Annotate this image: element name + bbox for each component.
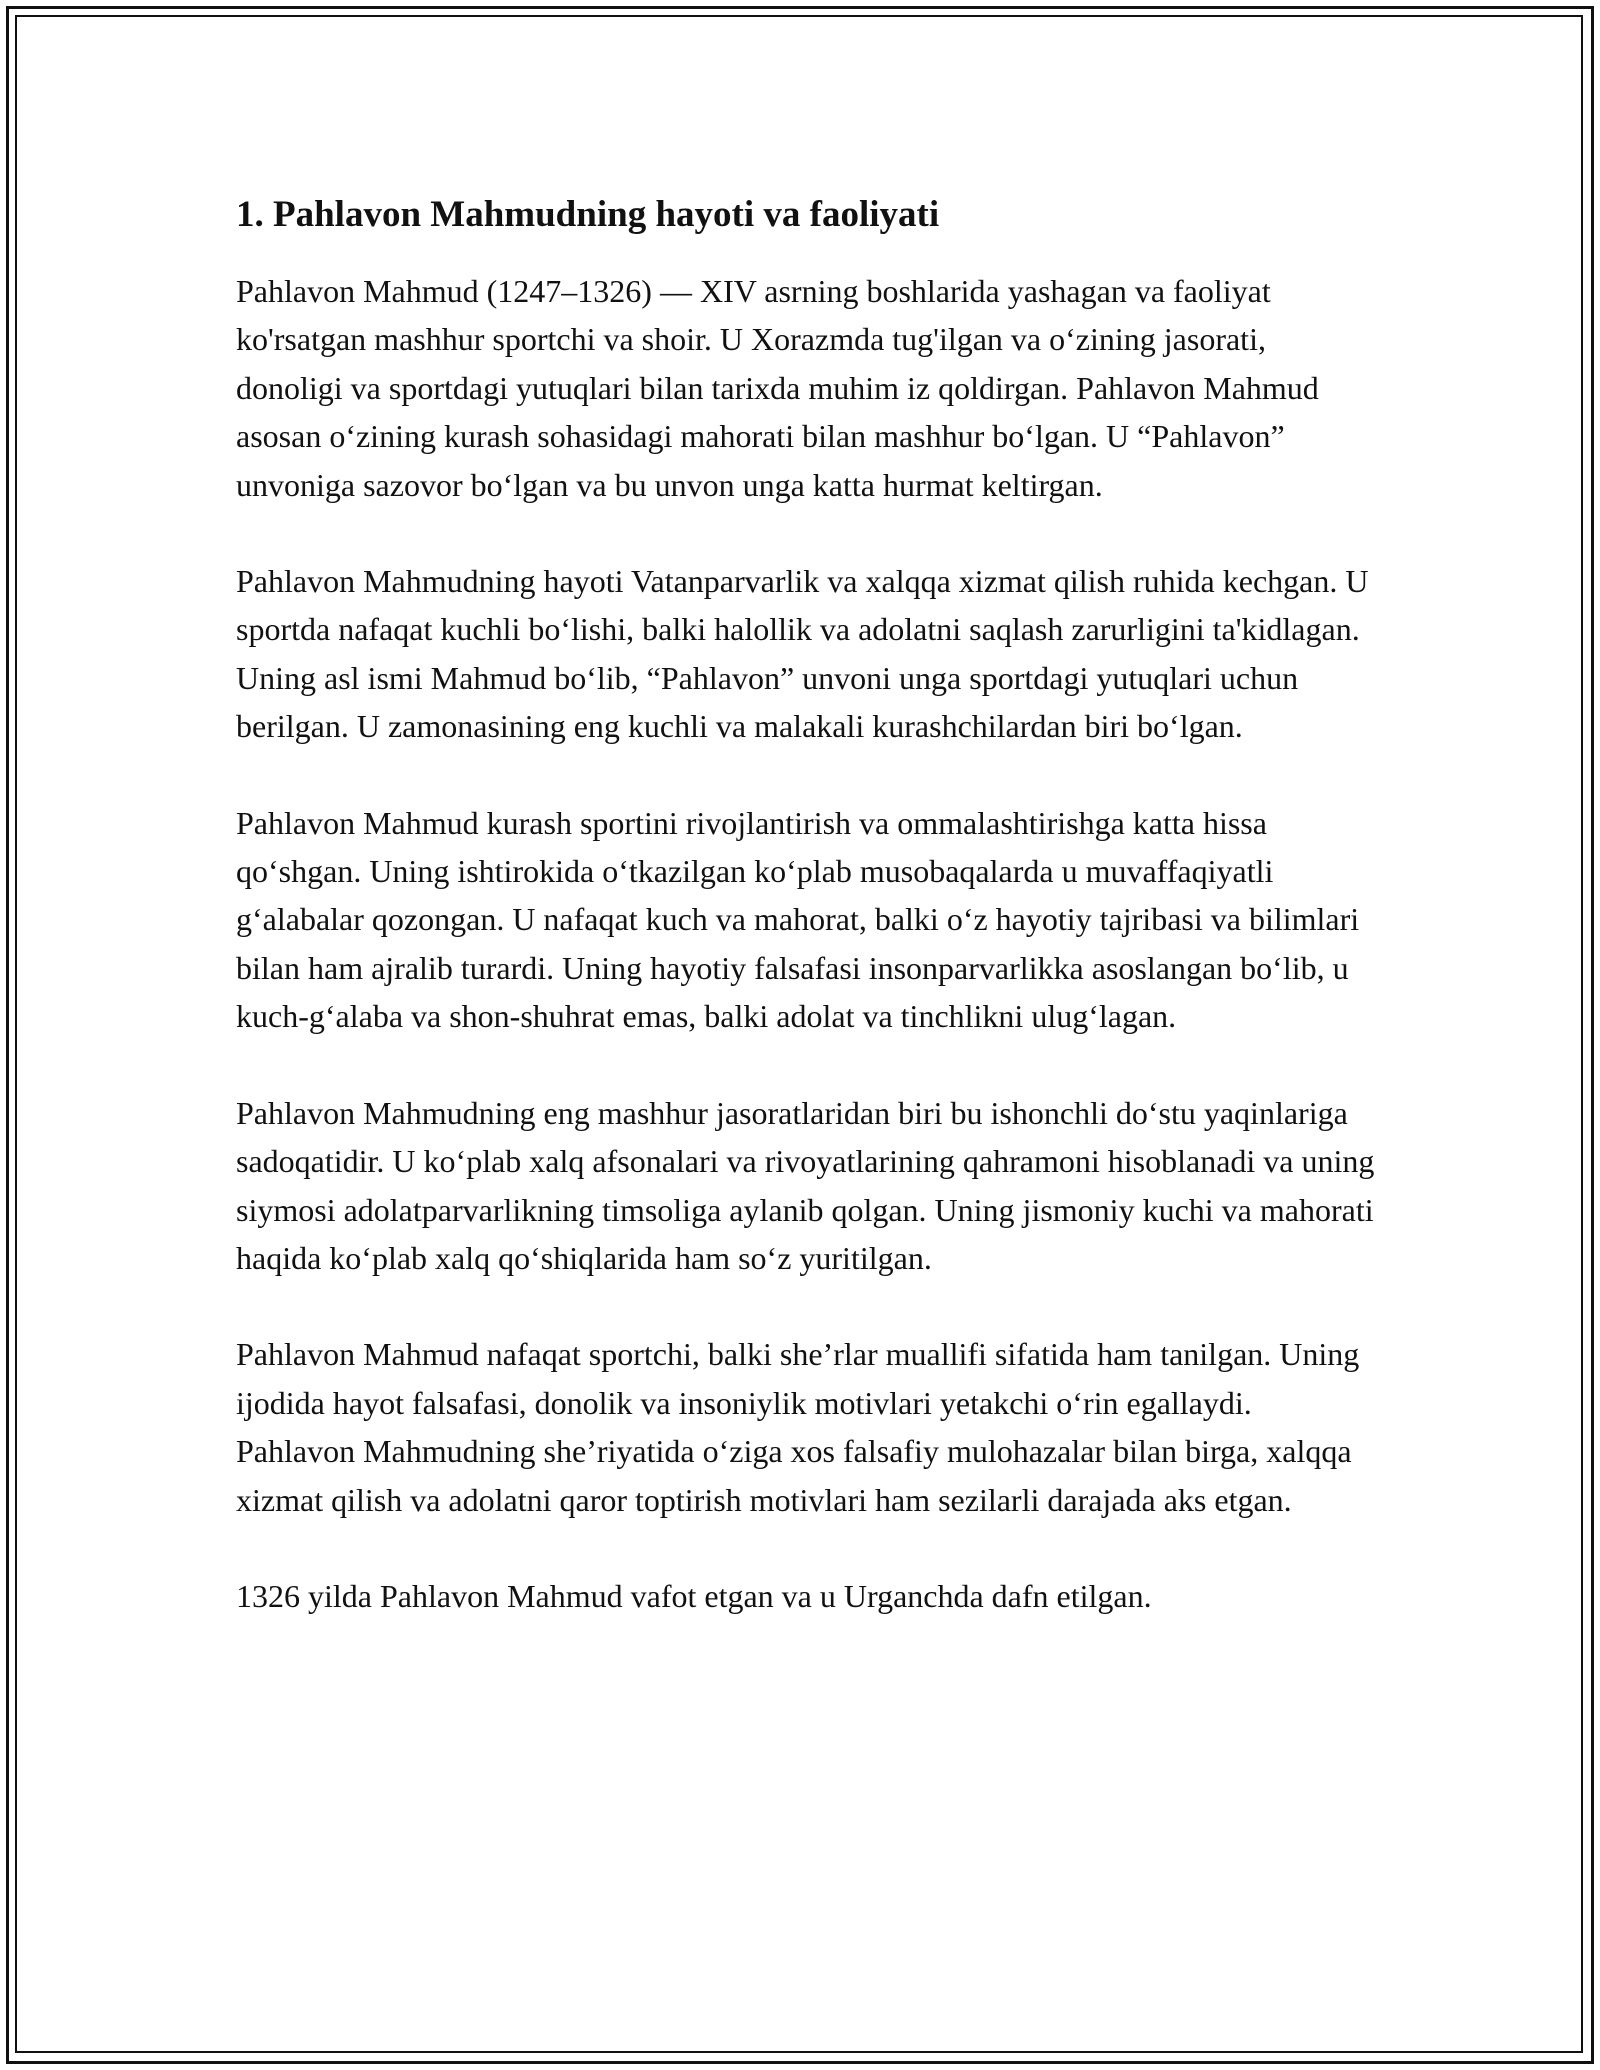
paragraph-6: 1326 yilda Pahlavon Mahmud vafot etgan va u Urganchda dafn etilgan. bbox=[236, 1577, 1152, 1614]
paragraph-4: Pahlavon Mahmudning eng mashhur jasoratlaridan biri bu ishonchli doʻstu yaqinlariga sadoqatidir. U koʻplab xalq afsonalari va rivoyatlarining qahramoni hisoblanadi va uning siymosi adolatparvarlikning timsoliga aylanib qolgan. Uning jismoniy kuchi va mahorati haqida koʻplab xalq qoʻshiqlarida ham soʻz yuritilgan. bbox=[236, 1094, 1375, 1276]
paragraph-3: Pahlavon Mahmud kurash sportini rivojlantirish va ommalashtirishga katta hissa qoʻshgan. Uning ishtirokida oʻtkazilgan koʻplab musobaqalarda u muvaffaqiyatli gʻalabalar qozongan. U nafaqat kuch va mahorat, balki oʻz hayotiy tajribasi va bilimlari bilan ham ajralib turardi. Uning hayotiy falsafasi insonparvarlikka asoslangan boʻlib, u kuch-gʻalaba va shon-shuhrat emas, balki adolat va tinchlikni ulugʻlagan. bbox=[236, 804, 1360, 1035]
paragraph-5: Pahlavon Mahmud nafaqat sportchi, balki she’rlar muallifi sifatida ham tanilgan. Uning ijodida hayot falsafasi, donolik va insoniylik motivlari yetakchi oʻrin egallaydi. Pahlavon Mahmudning she’riyatida oʻziga xos falsafiy mulohazalar bilan birga, xalqqa xizmat qilish va adolatni qaror toptirish motivlari ham sezilarli darajada aks etgan. bbox=[236, 1336, 1360, 1518]
paragraph-2: Pahlavon Mahmudning hayoti Vatanparvarlik va xalqqa xizmat qilish ruhida kechgan. U sportda nafaqat kuchli boʻlishi, balki halollik va adolatni saqlash zarurligini ta'kidlagan. Uning asl ismi Mahmud boʻlib, “Pahlavon” unvoni unga sportdagi yutuqlari uchun berilgan. U zamonasining eng kuchli va malakali kurashchilardan biri boʻlgan. bbox=[236, 563, 1369, 745]
document-body bbox=[236, 185, 1376, 1620]
section-heading: 1. Pahlavon Mahmudning hayoti va faoliyati bbox=[236, 194, 940, 235]
paragraph-1: Pahlavon Mahmud (1247–1326) — XIV asrning boshlarida yashagan va faoliyat ko'rsatgan mashhur sportchi va shoir. U Xorazmda tug'ilgan va oʻzining jasorati, donoligi va sportdagi yutuqlari bilan tarixda muhim iz qoldirgan. Pahlavon Mahmud asosan oʻzining kurash sohasidagi mahorati bilan mashhur boʻlgan. U “Pahlavon” unvoniga sazovor boʻlgan va bu unvon unga katta hurmat keltirgan. bbox=[236, 273, 1319, 503]
